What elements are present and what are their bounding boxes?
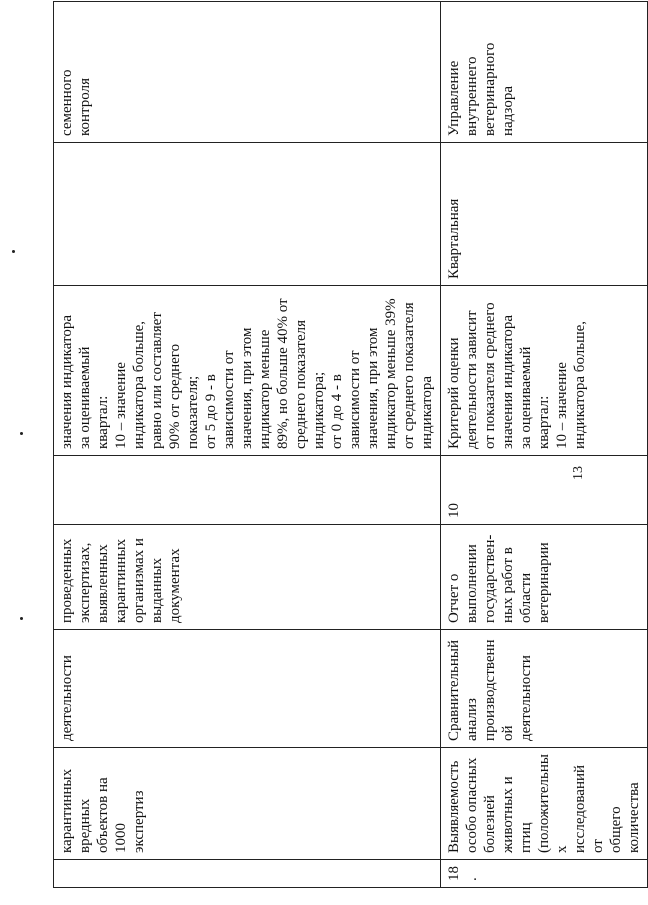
table-row <box>441 2 648 888</box>
page-number: 13 <box>571 466 586 480</box>
method-cell: Сравнительный анализ производственной деятельности <box>441 630 648 748</box>
responsible-cell: Управление внутреннего ветеринарного надзора <box>441 2 648 143</box>
indicators-table <box>53 1 648 888</box>
source-cell: проведенных экспертизах, выявленных карантинных организмах и выданных документах <box>54 525 441 630</box>
responsible-cell: семенного контроля <box>54 2 441 143</box>
indicator-cell: карантинных вредных объектов на 1000 экспертиз <box>54 748 441 860</box>
row-number <box>54 860 441 888</box>
period-cell: Квартальная <box>441 143 648 286</box>
points-cell: 10 <box>441 456 648 525</box>
table-row <box>54 2 441 888</box>
points-cell <box>54 456 441 525</box>
source-cell: Отчет о выполнении государствен- ных работ в области ветеринарии <box>441 525 648 630</box>
row-number: 18. <box>441 860 648 888</box>
period-cell <box>54 143 441 286</box>
method-cell: деятельности <box>54 630 441 748</box>
criteria-cell: Критерий оценки деятельности зависит от показателя среднего значения индикатора за оцениваемый квартал: 10 – значение индикатора больше, <box>441 286 648 456</box>
indicator-cell: Выявляемость особо опасных болезней животных и птиц (положительных исследований от общего количества <box>441 748 648 860</box>
criteria-cell: значения индикатора за оцениваемый квартал: 10 – значение индикатора больше, равно или составляет 90% от среднего показателя; от 5 до 9 - в зависимости от значения, при этом индикатор меньше 89%, но больше 40% от среднего показателя индикатора; от 0 до 4 - в зависимости от значения, при этом индикатор меньше 39% от среднего показателя индикатора <box>54 286 441 456</box>
